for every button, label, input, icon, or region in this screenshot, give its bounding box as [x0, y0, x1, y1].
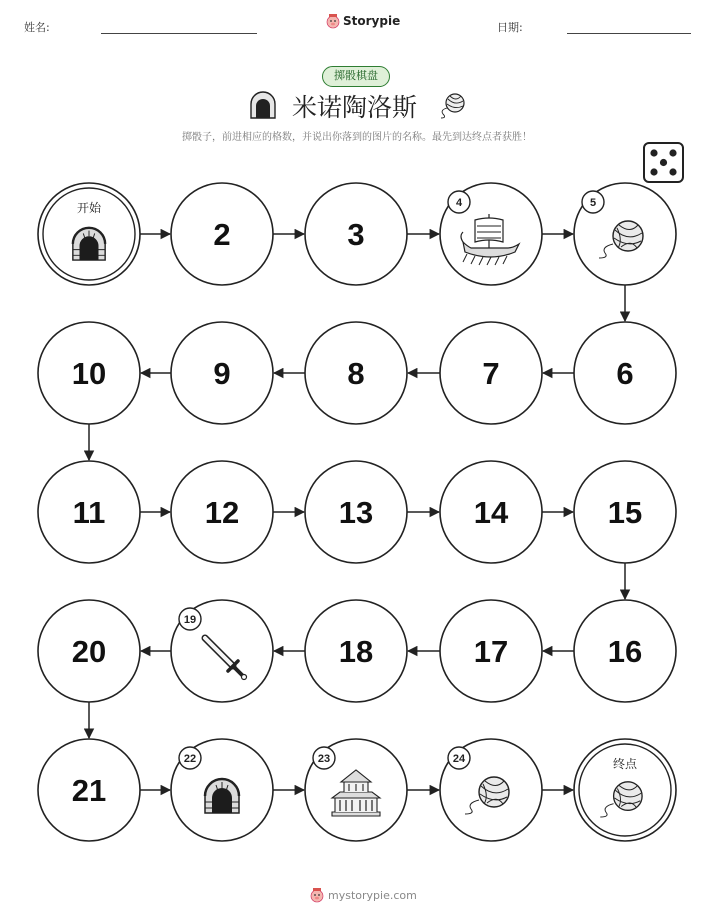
cell-number: 8: [347, 356, 365, 391]
board-cell-11[interactable]: [38, 461, 140, 563]
board-cell-12[interactable]: [171, 461, 273, 563]
page-title: 米诺陶洛斯: [292, 93, 418, 122]
cell-label: 开始: [76, 201, 102, 215]
board-cell-5[interactable]: [574, 183, 676, 285]
cell-number: 18: [338, 634, 374, 669]
instructions: 掷骰子，前进相应的格数，并说出你落到的图片的名称。最先到达终点者获胜！: [182, 132, 532, 143]
cell-number: 16: [607, 634, 643, 669]
cell-number: 11: [72, 495, 106, 530]
board-cell-13[interactable]: [305, 461, 407, 563]
board-cell-16[interactable]: [574, 600, 676, 702]
board-cell-7[interactable]: [440, 322, 542, 424]
board-cell-4[interactable]: [440, 183, 542, 285]
cell-number-badge: 22: [183, 753, 197, 765]
board-cell-23[interactable]: [305, 739, 407, 841]
cell-number-badge: 5: [589, 197, 597, 209]
board-cell-8[interactable]: [305, 322, 407, 424]
cell-number: 17: [473, 634, 509, 669]
cell-number: 2: [213, 217, 231, 252]
cell-number-badge: 23: [317, 753, 331, 765]
cell-number: 12: [204, 495, 240, 530]
cell-number: 15: [607, 495, 643, 530]
date-label: 日期:: [497, 21, 523, 34]
category-badge: 掷骰棋盘: [322, 66, 390, 87]
cell-number: 14: [473, 495, 509, 530]
name-label: 姓名:: [24, 21, 50, 34]
board-cell-18[interactable]: [305, 600, 407, 702]
pig-icon: [310, 887, 324, 903]
board-cell-21[interactable]: [38, 739, 140, 841]
gate-icon: [73, 228, 105, 260]
cell-number: 21: [71, 773, 107, 808]
board-cell-24[interactable]: [440, 739, 542, 841]
cell-number: 7: [482, 356, 500, 391]
cell-number: 20: [71, 634, 107, 669]
gate-icon: [205, 779, 239, 813]
cell-number: 6: [616, 356, 634, 391]
board-cell-19[interactable]: [171, 600, 273, 702]
board-cell-9[interactable]: [171, 322, 273, 424]
footer: [310, 887, 417, 903]
board-cell-2[interactable]: [171, 183, 273, 285]
board-cell-20[interactable]: [38, 600, 140, 702]
board-cell-15[interactable]: [574, 461, 676, 563]
cell-number-badge: 19: [183, 614, 197, 626]
cell-number: 3: [347, 217, 365, 252]
board-cells: [38, 183, 676, 841]
cell-number: 10: [71, 356, 107, 391]
board-cell-end[interactable]: [574, 739, 676, 841]
board-cell-6[interactable]: [574, 322, 676, 424]
footer-url[interactable]: mystorypie.com: [328, 888, 417, 902]
board-cell-22[interactable]: [171, 739, 273, 841]
cell-number-badge: 4: [455, 197, 463, 209]
board-cell-17[interactable]: [440, 600, 542, 702]
board-cell-14[interactable]: [440, 461, 542, 563]
board-cell-3[interactable]: [305, 183, 407, 285]
board-cell-start[interactable]: [38, 183, 140, 285]
cell-label: 终点: [612, 757, 638, 771]
brand-name: Storypie: [343, 14, 401, 28]
dice-icon[interactable]: [644, 143, 683, 182]
board-cell-10[interactable]: [38, 322, 140, 424]
cell-number: 9: [213, 356, 231, 391]
cell-number: 13: [338, 495, 374, 530]
cell-number-badge: 24: [452, 753, 466, 765]
